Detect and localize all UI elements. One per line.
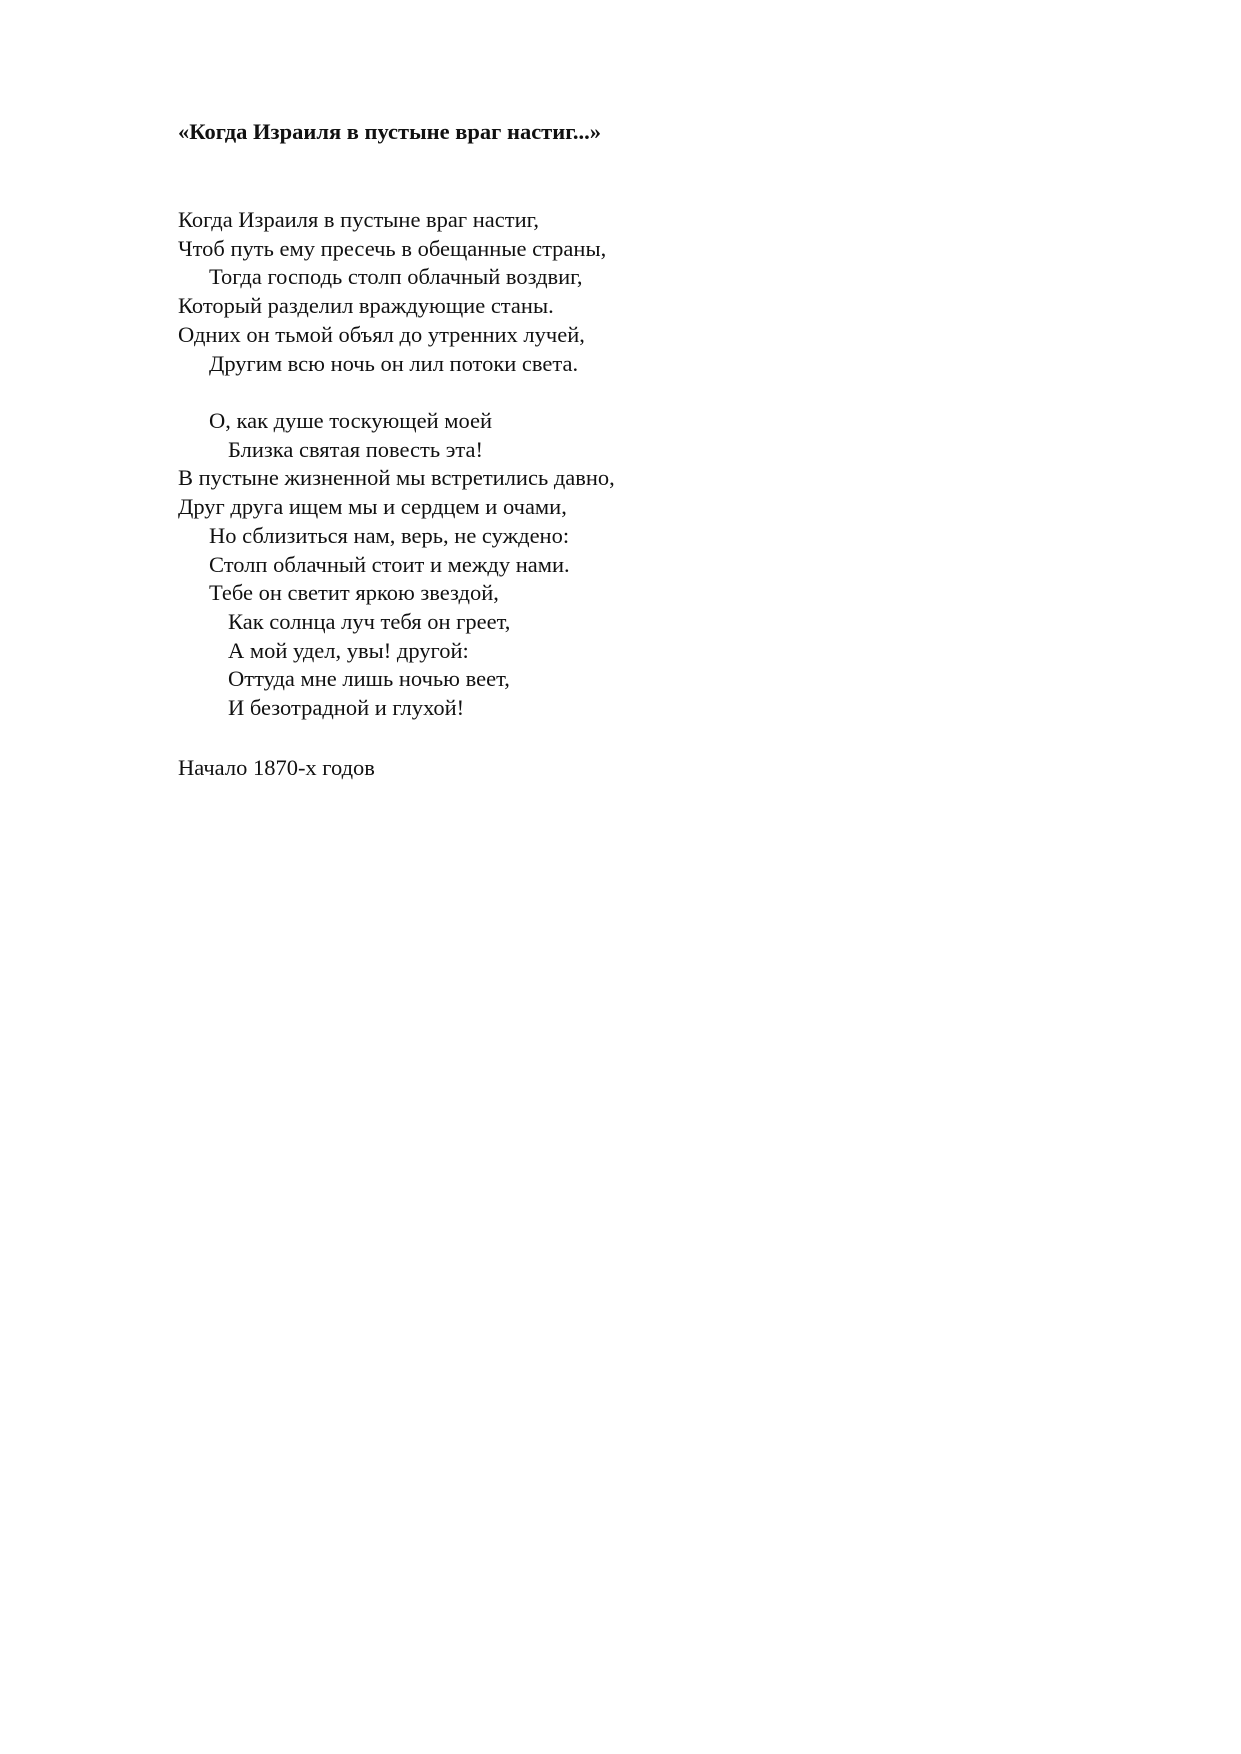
stanza-2 (178, 407, 615, 723)
poem-title: «Когда Израиля в пустыне враг настиг...» (178, 119, 601, 144)
poem-line: Когда Израиля в пустыне враг настиг, (178, 207, 539, 232)
poem-line: Чтоб путь ему пресечь в обещанные страны, (178, 235, 607, 261)
poem-line: Тебе он светит яркою звездой, (209, 580, 499, 606)
poem-line: Как солнца луч тебя он греет, (228, 608, 511, 634)
stanza-1 (178, 206, 606, 378)
poem-line: Но сблизиться нам, верь, не суждено: (209, 522, 570, 548)
poem-line: В пустыне жизненной мы встретились давно, (178, 465, 615, 491)
poem-line: И безотрадной и глухой! (228, 695, 465, 721)
poem-line: Который разделил враждующие станы. (178, 293, 554, 319)
poem-line: Тогда господь столп облачный воздвиг, (209, 264, 583, 290)
poem-line: Другим всю ночь он лил потоки света. (209, 350, 579, 376)
poem-line: Одних он тьмой объял до утренних лучей, (178, 321, 585, 347)
poem-line: Оттуда мне лишь ночью веет, (228, 666, 510, 692)
poem-line: А мой удел, увы! другой: (228, 637, 469, 663)
poem-line: Столп облачный стоит и между нами. (209, 551, 570, 577)
poem-line: О, как душе тоскующей моей (209, 408, 493, 433)
poem-line: Друг друга ищем мы и сердцем и очами, (178, 494, 567, 520)
poem-line: Близка святая повесть эта! (228, 436, 483, 462)
poem-date: Начало 1870-х годов (178, 755, 375, 780)
